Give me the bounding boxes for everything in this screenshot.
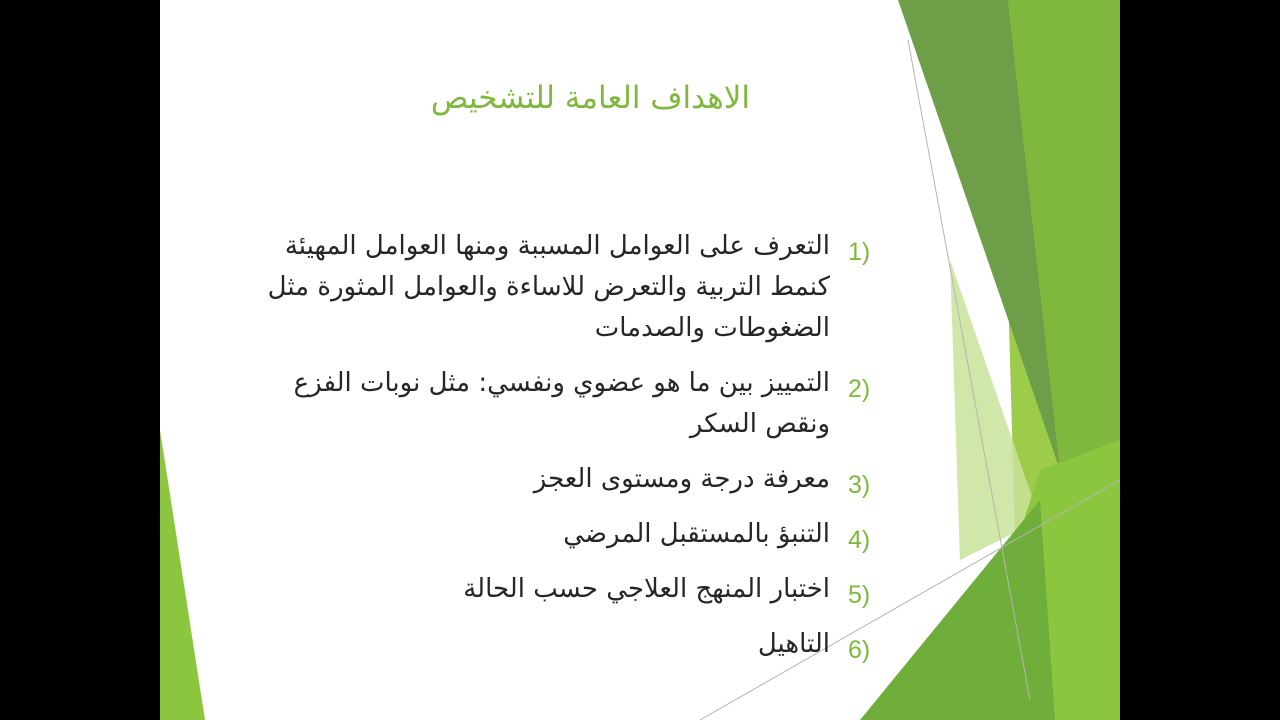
- item-number: 1): [848, 238, 871, 266]
- list-item: [248, 363, 888, 445]
- item-text: اختبار المنهج العلاجي حسب الحالة: [463, 574, 830, 604]
- left-green-wedge: [160, 430, 205, 720]
- objectives-list: [248, 226, 888, 679]
- item-number: 3): [848, 471, 871, 499]
- list-item: [248, 624, 888, 665]
- item-number: 4): [848, 526, 871, 554]
- item-number: 2): [848, 375, 871, 403]
- right-lower-facet: [860, 500, 1055, 720]
- list-item: [248, 569, 888, 610]
- item-number: 6): [848, 636, 871, 664]
- item-number: 5): [848, 581, 871, 609]
- item-text: معرفة درجة ومستوى العجز: [533, 464, 830, 494]
- item-text: التمييز بين ما هو عضوي ونفسي: مثل نوبات الفزع ونقص السكر: [293, 368, 830, 439]
- list-item: [248, 514, 888, 555]
- item-text: التنبؤ بالمستقبل المرضي: [563, 519, 830, 549]
- item-text: التاهيل: [757, 629, 830, 659]
- list-item: [248, 459, 888, 500]
- slide-title: الاهداف العامة للتشخيص: [430, 80, 750, 116]
- slide: [160, 0, 1120, 720]
- item-text: التعرف على العوامل المسببة ومنها العوامل المهيئة كنمط التربية والتعرض للاساءة والعوامل المثورة مثل الضغوطات والصدمات: [267, 231, 830, 343]
- list-item: [248, 226, 888, 349]
